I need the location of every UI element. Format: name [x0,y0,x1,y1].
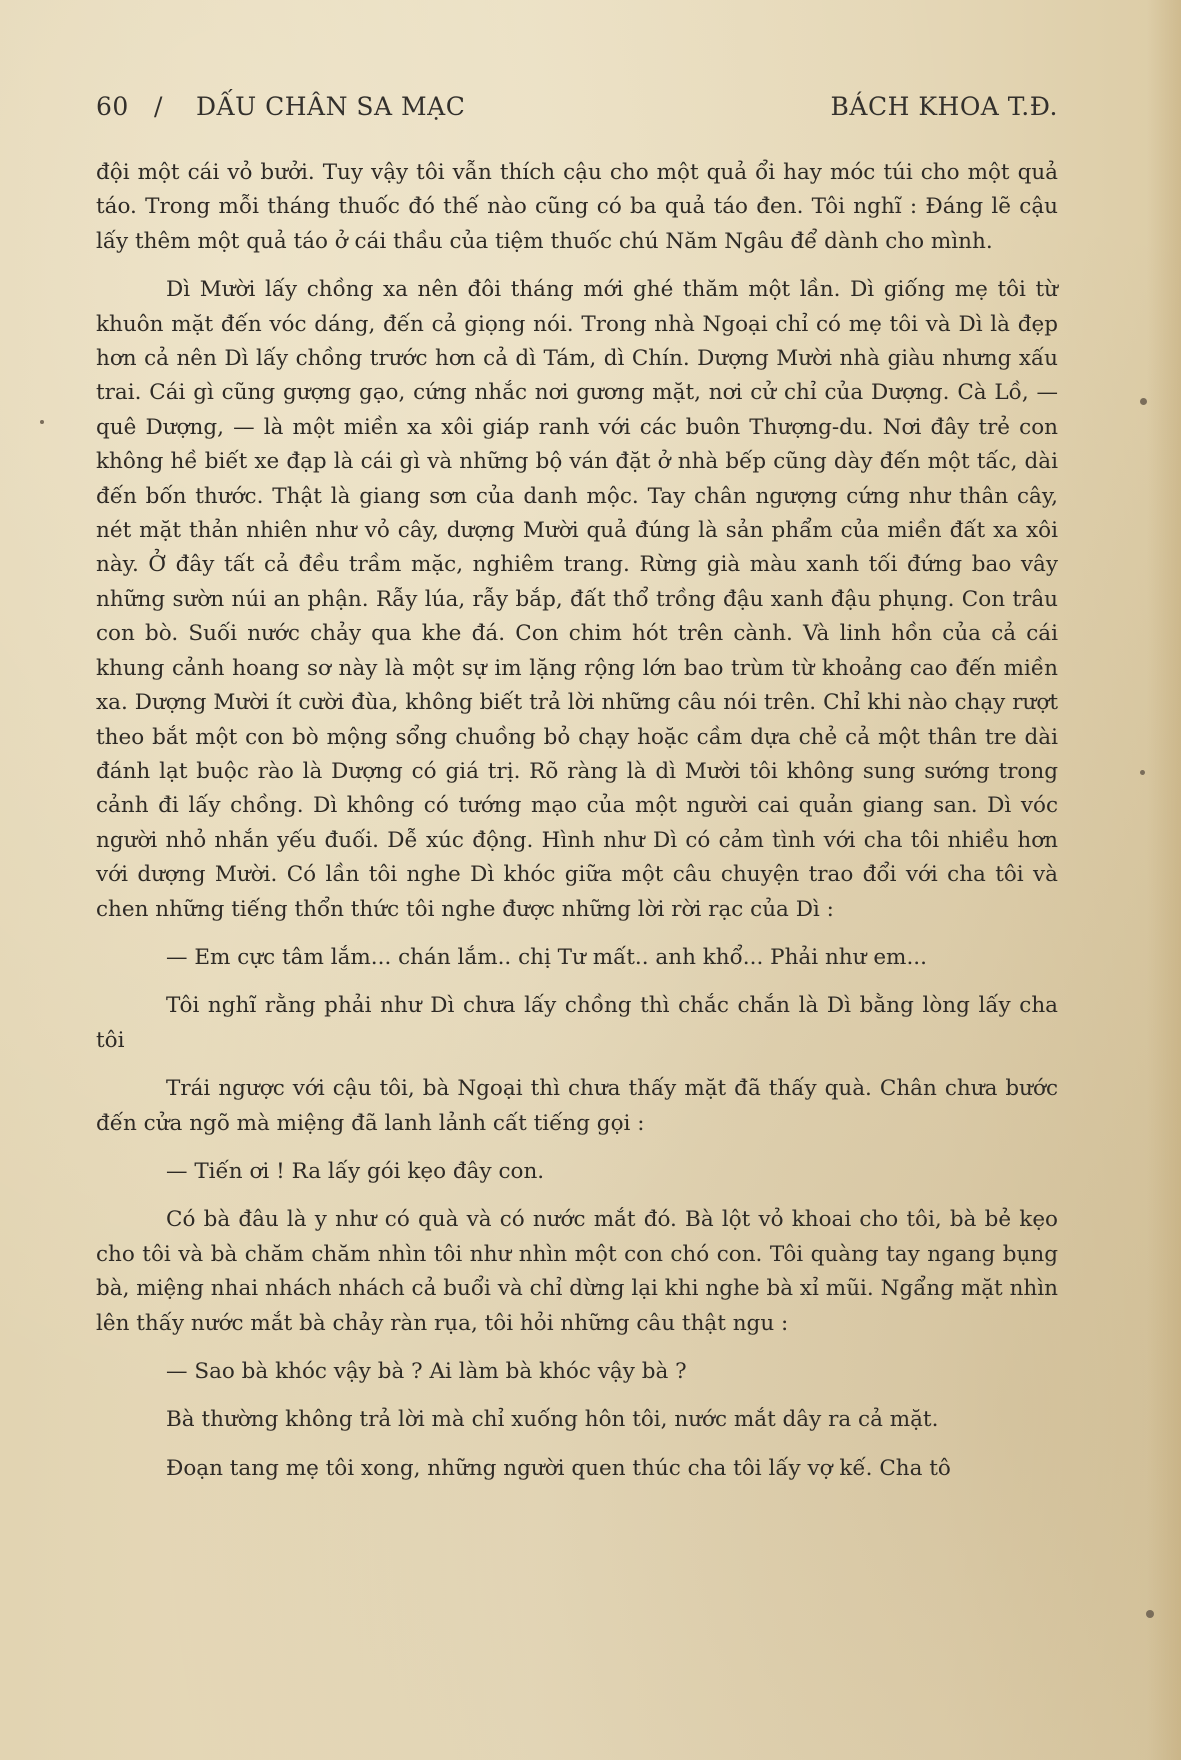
paragraph-ba-ngoai: Trái ngược với cậu tôi, bà Ngoại thì chưa thấy mặt đã thấy quà. Chân chưa bước đến cửa ngõ mà miệng đã lanh lảnh cất tiếng gọi : [96,1076,1058,1136]
paper-speck [1146,1610,1154,1618]
paper-speck [1140,770,1145,775]
paper-speck [1140,398,1147,405]
page-edge-shadow [1147,0,1181,1760]
page-number: 60 [96,92,129,121]
paragraph: Bà thường không trả lời mà chỉ xuống hôn tôi, nước mắt dây ra cả mặt. [166,1407,939,1433]
paragraph-continued: đội một cái vỏ bưởi. Tuy vậy tôi vẫn thích cậu cho một quả ổi hay móc túi cho một quả táo. Trong mỗi tháng thuốc đó thế nào cũng có ba quả táo đen. Tôi nghĩ : Đáng lẽ cậu lấy thêm một quả táo ở cái thầu của tiệm thuốc chú Năm Ngâu để dành cho mình. [96,160,1058,254]
body-text [96,156,1058,1486]
dialogue-line: — Sao bà khóc vậy bà ? Ai làm bà khóc vậy bà ? [166,1359,687,1384]
paragraph: Có bà đâu là y như có quà và có nước mắt đó. Bà lột vỏ khoai cho tôi, bà bẻ kẹo cho tôi và bà chăm chăm nhìn tôi như nhìn một con chó con. Tôi quàng tay ngang bụng bà, miệng nhai nhách nhách cả buổi và chỉ dừng lại khi nghe bà xỉ mũi. Ngẩng mặt nhìn lên thấy nước mắt bà chảy ràn rụa, tôi hỏi những câu thật ngu : [96,1207,1058,1336]
publisher-name: BÁCH KHOA T.Đ. [830,92,1058,121]
page-header [96,92,1058,132]
paragraph-last: Đoạn tang mẹ tôi xong, những người quen thúc cha tôi lấy vợ kế. Cha tô [166,1455,951,1481]
paragraph: Tôi nghĩ rằng phải như Dì chưa lấy chồng thì chắc chắn là Dì bằng lòng lấy cha tôi [96,993,1058,1053]
dialogue-line: — Tiến ơi ! Ra lấy gói kẹo đây con. [166,1158,545,1184]
dialogue-line: — Em cực tâm lắm... chán lắm.. chị Tư mất.. anh khổ... Phải như em... [166,944,927,970]
book-title: DẤU CHÂN SA MẠC [196,92,466,121]
paper-speck [40,420,44,424]
header-separator: / [154,92,163,121]
paragraph-di-muoi: Dì Mười lấy chồng xa nên đôi tháng mới ghé thăm một lần. Dì giống mẹ tôi từ khuôn mặt đến vóc dáng, đến cả giọng nói. Trong nhà Ngoại chỉ có mẹ tôi và Dì là đẹp hơn cả nên Dì lấy chồng trước hơn cả dì Tám, dì Chín. Dượng Mười nhà giàu nhưng xấu trai. Cái gì cũng gượng gạo, cứng nhắc nơi gương mặt, nơi cử chỉ của Dượng. Cà Lồ, —quê Dượng, — là một miền xa xôi giáp ranh với các buôn Thượng-du. Nơi đây trẻ con không hề biết xe đạp là cái gì và những bộ ván đặt ở nhà bếp cũng dày đến một tấc, dài đến bốn thước. Thật là giang sơn của danh mộc. Tay chân ngượng cứng như thân cây, nét mặt thản nhiên như vỏ cây, dượng Mười quả đúng là sản phẩm của miền đất xa xôi này. Ở đây tất cả đều trầm mặc, nghiêm trang. Rừng già màu xanh tối đứng bao vây những sườn núi an phận. Rẫy lúa, rẫy bắp, đất thổ trồng đậu xanh đậu phụng. Con trâu con bò. Suối nước chảy qua khe đá. Con chim hót trên cành. Và linh hồn của cả cái khung cảnh hoang sơ này là một sự im lặng rộng lớn bao trùm từ khoảng cao đến miền xa. Dượng Mười ít cười đùa, không biết trả lời những câu nói trên. Chỉ khi nào chạy rượt theo bắt một con bò mộng sổng chuồng bỏ chạy hoặc cầm dựa chẻ cả một thân tre dài đánh lạt buộc rào là Dượng có giá trị. Rõ ràng là dì Mười tôi không sung sướng trong cảnh đi lấy chồng. Dì không có tướng mạo của một người cai quản giang san. Dì vóc người nhỏ nhắn yếu đuối. Dễ xúc động. Hình như Dì có cảm tình với cha tôi nhiều hơn với dượng Mười. Có lần tôi nghe Dì khóc giữa một câu chuyện trao đổi với cha tôi và chen những tiếng thổn thức tôi nghe được những lời rời rạc của Dì : [96,277,1058,922]
